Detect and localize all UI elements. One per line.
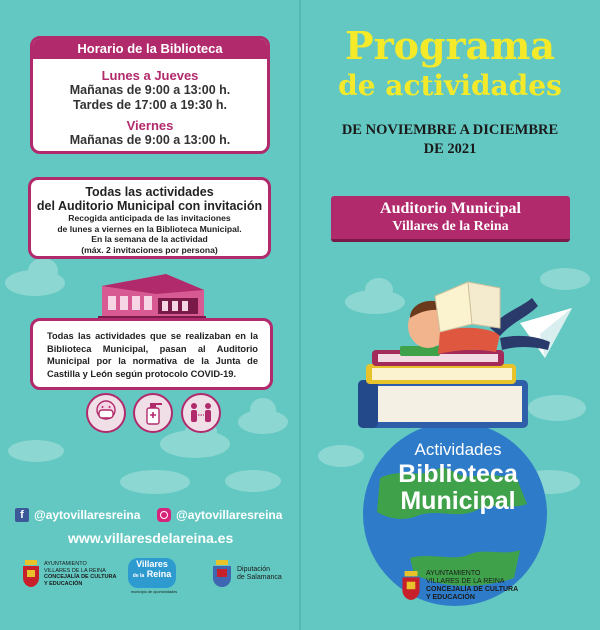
venue-line1: Auditorio Municipal xyxy=(380,200,521,217)
coat-of-arms-icon xyxy=(22,560,40,588)
ayto-cover-dept1: CONCEJALÍA DE CULTURA xyxy=(426,586,519,593)
weekday-afternoon-hours: Tardes de 17:00 a 19:30 h. xyxy=(72,98,228,112)
ayto-cover-dept2: Y EDUCACIÓN xyxy=(426,594,475,601)
badge-line1: Actividades xyxy=(414,440,502,459)
facebook-icon: f xyxy=(15,508,29,522)
diputacion-logo xyxy=(212,560,282,588)
cloud xyxy=(250,398,276,422)
invitation-line: de lunes a viernes en la Biblioteca Municipal. xyxy=(57,223,242,234)
invitation-line: En la semana de la actividad xyxy=(91,234,208,244)
badge-line2: Biblioteca xyxy=(398,460,518,488)
face-mask-icon xyxy=(86,393,126,433)
invitation-title-line1: Todas las actividades xyxy=(85,185,214,199)
villares-de-la: de la xyxy=(132,573,145,579)
ayto-dept2: Y EDUCACIÓN xyxy=(44,580,83,587)
invitation-note-box xyxy=(28,177,271,259)
badge-line3: Municipal xyxy=(400,487,516,515)
ayto-line2: VILLARES DE LA REINA xyxy=(44,567,106,574)
villares-badge xyxy=(128,558,176,588)
cloud xyxy=(225,470,281,492)
covid-note-text: Todas las actividades que se realizaban en la Biblioteca Municipal, pasan al Auditorio Municipal por la normativa de la Junta de Castilla y León según protocolo COVID-19. xyxy=(47,331,258,379)
ayto-line1: AYUNTAMIENTO xyxy=(44,561,87,567)
website-link[interactable]: www.villaresdelareina.es xyxy=(68,530,234,546)
instagram-handle: @aytovillaresreina xyxy=(176,508,283,522)
invitation-line: (máx. 2 invitaciones por persona) xyxy=(81,244,218,255)
weekday-label: Lunes a Jueves xyxy=(101,68,199,83)
villares-name-line1: Villares xyxy=(136,559,168,569)
invitation-title-line2: del Auditorio Municipal con invitación xyxy=(36,199,263,213)
villares-tagline: municipio de oportunidades xyxy=(130,590,178,594)
program-title-line1: Programa xyxy=(345,23,555,68)
venue-box xyxy=(331,196,570,242)
villares-logo xyxy=(128,558,184,598)
friday-label: Viernes xyxy=(126,118,174,133)
program-dates-line2: DE 2021 xyxy=(423,141,477,157)
ayto-dept1: CONCEJALÍA DE CULTURA xyxy=(44,574,117,580)
schedule-title: Horario de la Biblioteca xyxy=(33,39,267,59)
ayto-cover-line2: VILLARES DE LA REINA xyxy=(426,578,505,585)
coat-of-arms-icon xyxy=(401,571,421,601)
instagram-icon xyxy=(157,508,171,522)
auditorium-building-illustration xyxy=(96,272,208,322)
diputacion-shield-icon xyxy=(212,560,232,588)
villares-name-line2: Reina xyxy=(146,569,172,579)
social-distance-icon xyxy=(181,393,221,433)
program-title-line2: de actividades xyxy=(338,69,562,102)
diputacion-line2: de Salamanca xyxy=(237,574,282,581)
hand-sanitizer-icon xyxy=(133,393,173,433)
ayuntamiento-logo-cover xyxy=(401,570,518,602)
cloud xyxy=(8,440,64,462)
diputacion-line1: Diputación xyxy=(237,566,271,573)
library-schedule-box xyxy=(30,36,270,154)
invitation-line: Recogida anticipada de las invitaciones xyxy=(68,213,231,223)
cloud xyxy=(120,470,190,494)
program-dates-line1: DE NOVIEMBRE A DICIEMBRE xyxy=(341,122,559,138)
friday-morning-hours: Mañanas de 9:00 a 13:00 h. xyxy=(69,133,231,147)
venue-line2: Villares de la Reina xyxy=(392,219,509,234)
facebook-link[interactable] xyxy=(15,508,140,522)
ayto-cover-line1: AYUNTAMIENTO xyxy=(426,570,481,577)
weekday-morning-hours: Mañanas de 9:00 a 13:00 h. xyxy=(69,83,231,97)
facebook-handle: @aytovillaresreina xyxy=(34,508,141,522)
covid-note-box xyxy=(30,318,273,390)
ayuntamiento-logo xyxy=(22,560,116,588)
cloud xyxy=(28,258,58,284)
instagram-link[interactable] xyxy=(157,508,282,522)
